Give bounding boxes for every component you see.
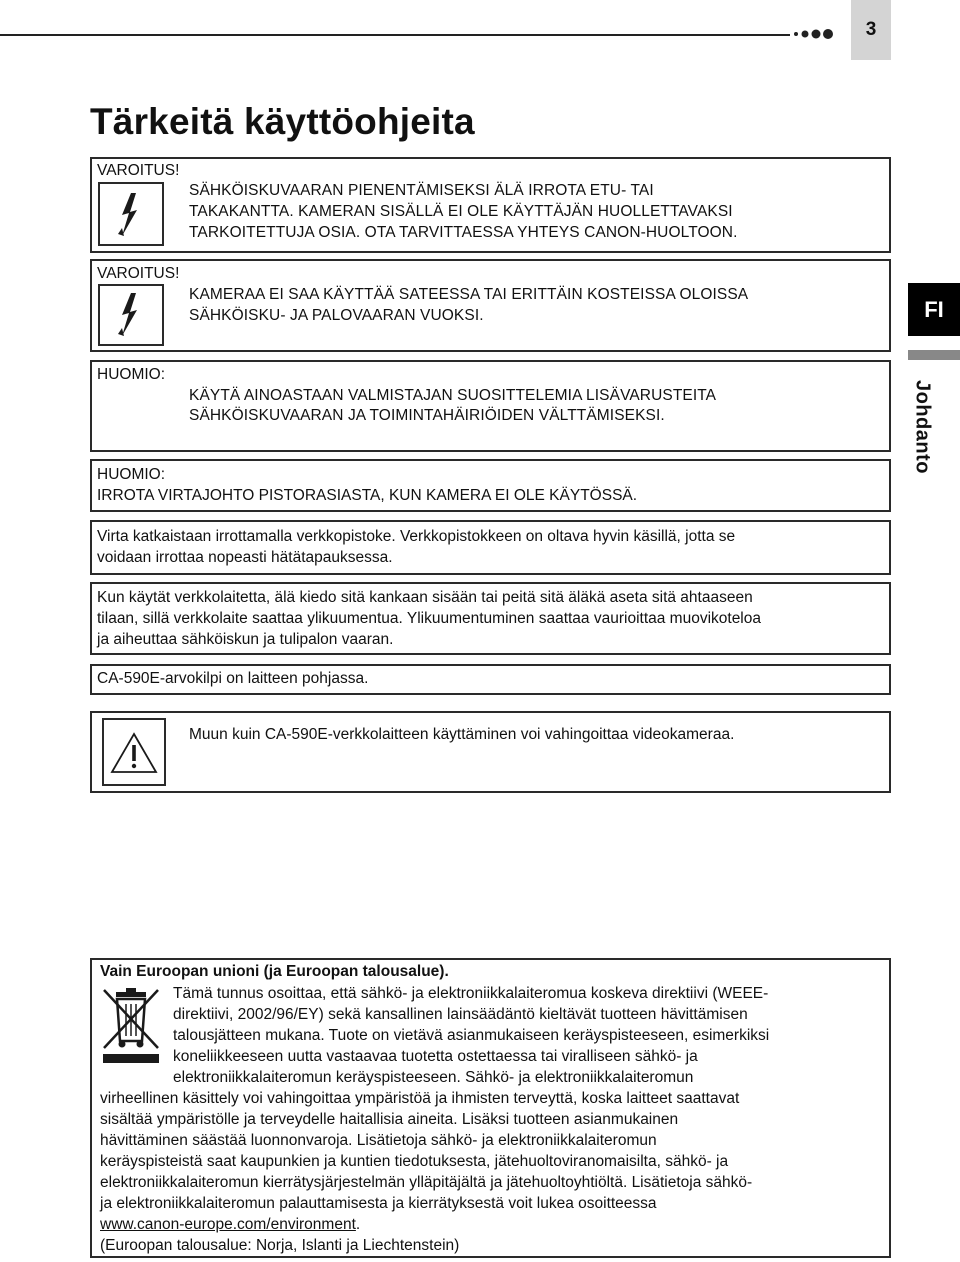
eu-indented-line: direktiivi, 2002/96/EY) sekä kansallinen lainsäädäntö kieltävät tuotteen hävittämisen (173, 1006, 748, 1023)
note-line: tilaan, sillä verkkolaite saattaa ylikuumentua. Ylikuumentuminen saattaa vaurioittaa muovikoteloa (97, 610, 761, 627)
caution-label: HUOMIO: (97, 466, 166, 483)
note-line: ja aiheuttaa sähköiskun ja tulipalon vaaran. (97, 631, 394, 648)
eu-heading: Vain Euroopan unioni (ja Euroopan talousalue). (100, 963, 449, 980)
warning-line: TAKAKANTTA. KAMERAN SISÄLLÄ EI OLE KÄYTTÄJÄN HUOLLETTAVAKSI (189, 203, 733, 220)
electric-shock-warning-icon (100, 184, 162, 244)
eu-line: sisältää ympäristölle ja terveydelle haitallisia aineita. Lisäksi tuotteen asianmukainen (100, 1111, 679, 1128)
page-title: Tärkeitä käyttöohjeita (90, 101, 475, 142)
note-line: Kun käytät verkkolaitetta, älä kiedo sitä kankaan sisään tai peitä sitä äläkä aseta sitä ahtaaseen (97, 589, 753, 606)
header-rule (0, 34, 790, 36)
caution-label: HUOMIO: (97, 366, 166, 383)
warning-line: TARKOITETTUJA OSIA. OTA TARVITTAESSA YHTEYS CANON-HUOLTOON. (189, 224, 738, 241)
eu-footer: (Euroopan talousalue: Norja, Islanti ja Liechtenstein) (100, 1237, 460, 1254)
warning-line: SÄHKÖISKU- JA PALOVAARAN VUOKSI. (189, 307, 484, 324)
eu-indented-line: elektroniikkalaiteromun keräyspisteeseen. Sähkö- ja elektroniikkalaiteromun (173, 1069, 694, 1086)
caution-line: SÄHKÖISKUVAARAN JA TOIMINTAHÄIRIÖIDEN VÄLTTÄMISEKSI. (189, 407, 665, 424)
eu-line: elektroniikkalaiteromun kierrätysjärjestelmän ylläpitäjältä ja jätehuoltoyhtiöltä. Lisätietoja sähkö- (100, 1174, 753, 1191)
warning-icon-frame (98, 284, 164, 346)
warning-line: KAMERAA EI SAA KÄYTTÄÄ SATEESSA TAI ERITTÄIN KOSTEISSA OLOISSA (189, 286, 749, 303)
eu-indented-line: Tämä tunnus osoittaa, että sähkö- ja elektroniikkalaiteromua koskeva direktiivi (WEEE- (173, 985, 769, 1002)
note-rating-text: CA-590E-arvokilpi on laitteen pohjassa. (97, 670, 369, 687)
note-other-adapter-box (90, 711, 891, 793)
warning-label: VAROITUS! (97, 265, 180, 282)
caution-exclamation-icon (104, 720, 164, 784)
caution-text: IRROTA VIRTAJOHTO PISTORASIASTA, KUN KAMERA EI OLE KÄYTÖSSÄ. (97, 487, 638, 504)
electric-shock-warning-icon (100, 286, 162, 344)
caution-icon-frame (102, 718, 166, 786)
eu-line: hävittäminen säästää luonnonvaroja. Lisätietoja sähkö- ja elektroniikkalaiteromun (100, 1132, 657, 1149)
warning-line: SÄHKÖISKUVAARAN PIENENTÄMISEKSI ÄLÄ IRROTA ETU- TAI (189, 182, 654, 199)
language-tab: FI (908, 283, 960, 336)
link-suffix: . (355, 1216, 361, 1233)
warning-label: VAROITUS! (97, 162, 180, 179)
note-line: Virta katkaistaan irrottamalla verkkopistoke. Verkkopistokkeen on oltava hyvin käsillä, jotta se (97, 528, 736, 545)
crossed-out-wheelie-bin-icon (100, 986, 162, 1066)
page-dots-icon (790, 24, 838, 44)
eu-indented-line: koneliikkeeseen uutta vastaavaa tuotetta ostettaessa tai viralliseen sähkö- ja (173, 1048, 698, 1065)
note-other-adapter-text: Muun kuin CA-590E-verkkolaitteen käyttäminen voi vahingoittaa videokameraa. (189, 726, 735, 743)
eu-line: virheellinen käsittely voi vahingoittaa ympäristöä ja ihmisten terveyttä, koska laitteet saattavat (100, 1090, 740, 1107)
environment-link[interactable]: www.canon-europe.com/environment (100, 1216, 356, 1233)
section-label: Johdanto (911, 380, 934, 474)
note-line: voidaan irrottaa nopeasti hätätapauksessa. (97, 549, 393, 566)
section-tab-bar (908, 350, 960, 360)
eu-line: keräyspisteistä saat kaupunkien ja kuntien tiedotuksesta, jätehuoltoviranomaisilta, sähkö- ja (100, 1153, 729, 1170)
eu-indented-line: talousjätteen mukana. Tuote on vietävä asianmukaiseen keräyspisteeseen, esimerkiksi (173, 1027, 770, 1044)
eu-link-line (100, 1215, 360, 1236)
caution-line: KÄYTÄ AINOASTAAN VALMISTAJAN SUOSITTELEMIA LISÄVARUSTEITA (189, 387, 717, 404)
eu-line: ja elektroniikkalaiteromun palauttamisesta ja kierrätyksestä voit lukea osoitteessa (100, 1195, 657, 1212)
warning-icon-frame (98, 182, 164, 246)
page-number: 3 (851, 0, 891, 60)
